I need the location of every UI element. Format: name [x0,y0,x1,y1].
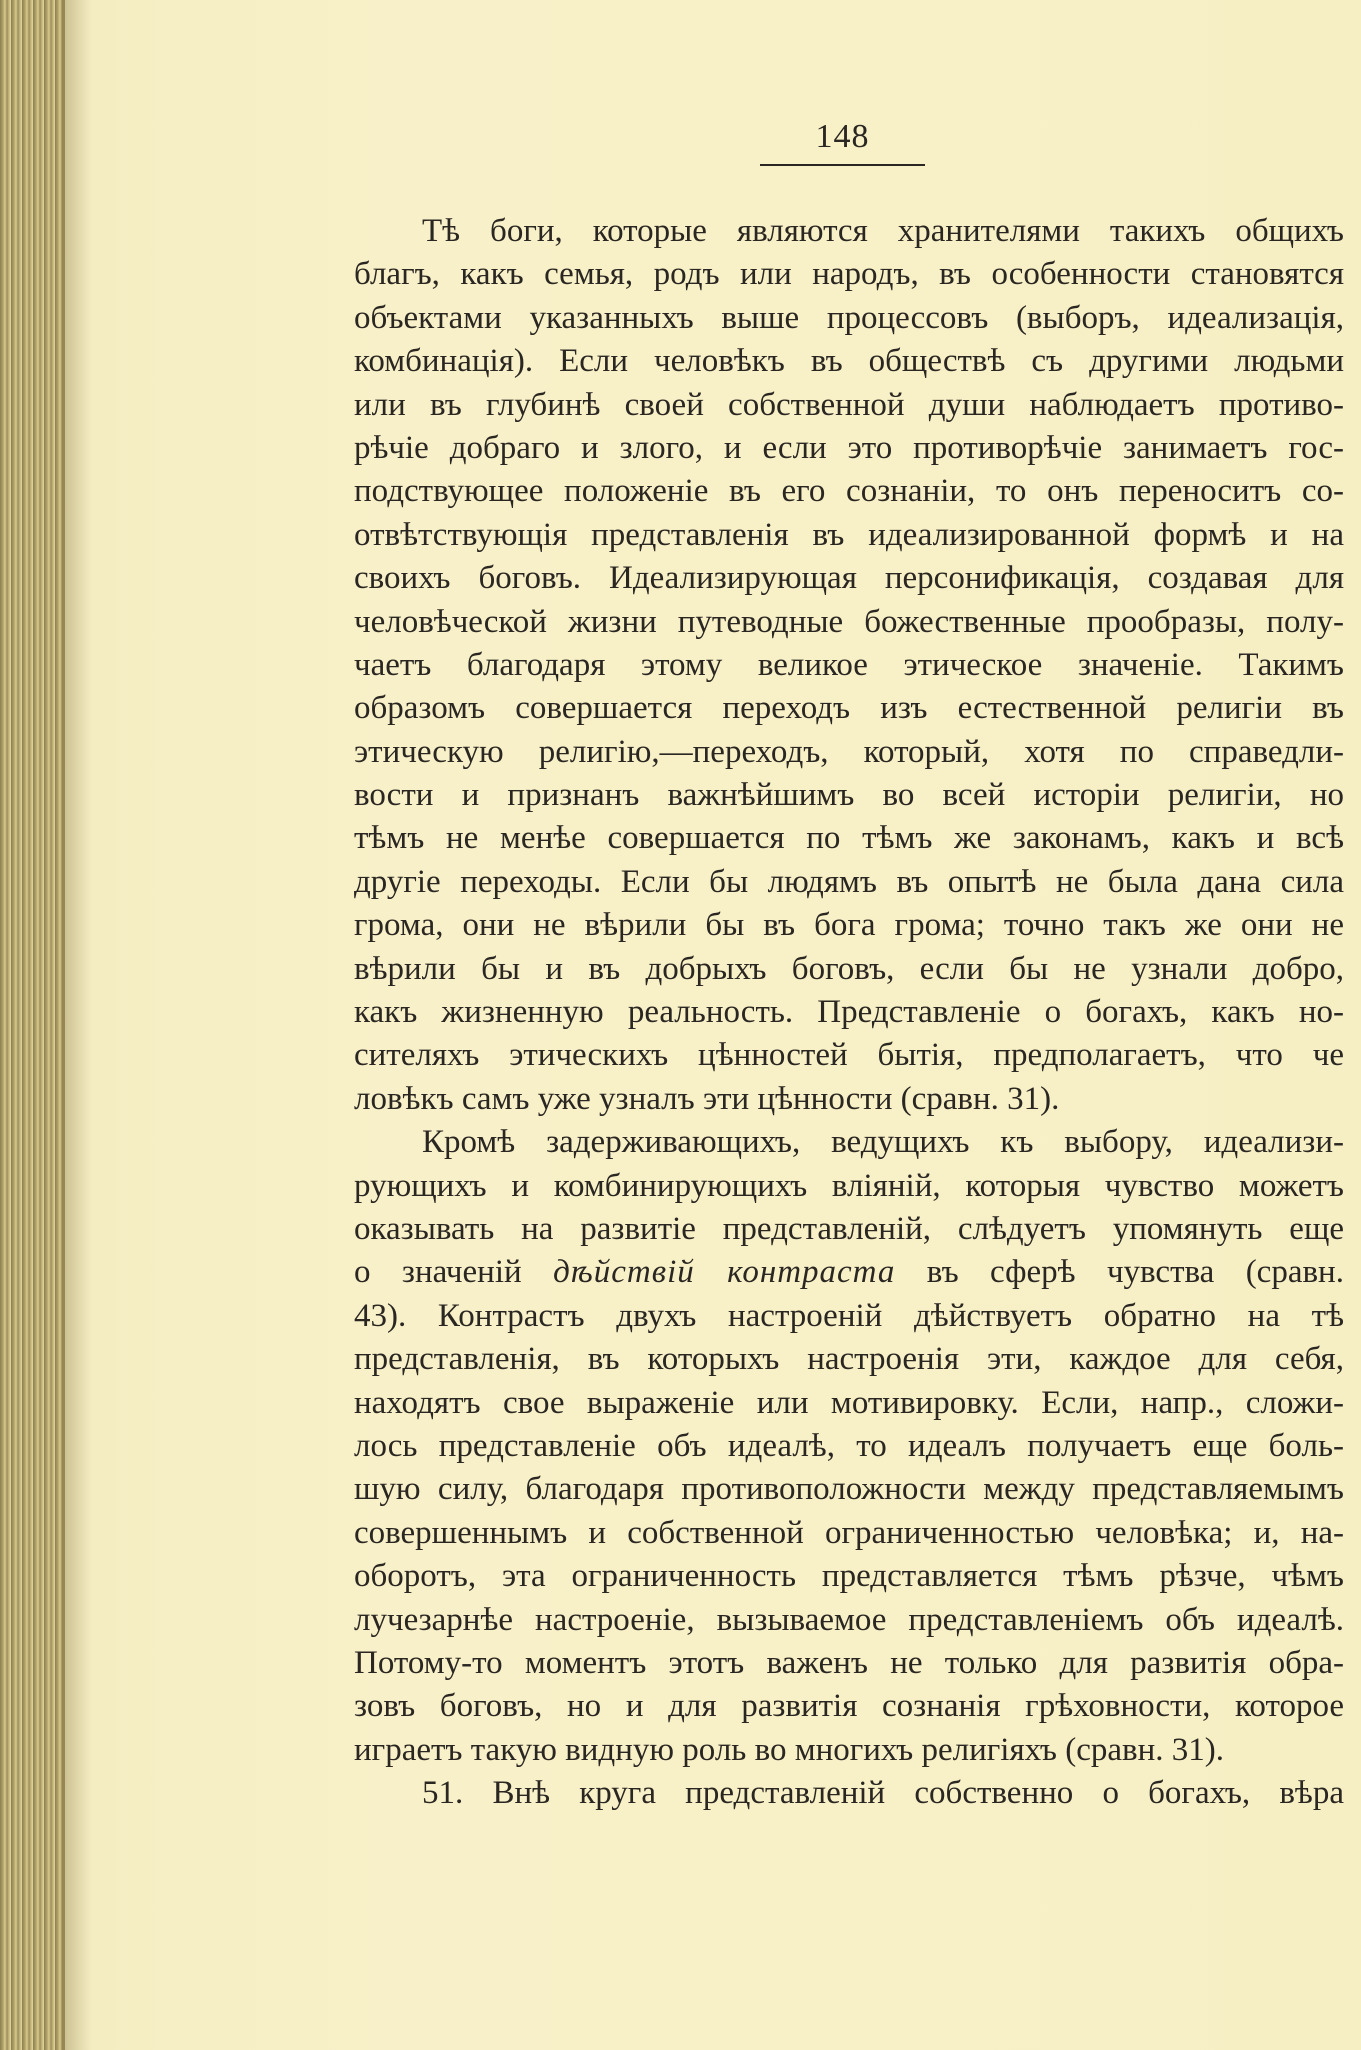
body-text [354,210,1344,1815]
emphasized-term: дѣйствій контраста [553,1254,896,1291]
gutter-shadow [62,0,92,2050]
text-line: тѣмъ не менѣе совершается по тѣмъ же законамъ, какъ и всѣ [354,820,1344,857]
text-line: Тѣ боги, которые являются хранителями такихъ общихъ [422,213,1344,249]
text-line: лось представленіе объ идеалѣ, то идеалъ получаетъ еще боль- [354,1427,1344,1464]
text-line: благъ, какъ семья, родъ или народъ, въ особенности становятся [354,256,1344,293]
text-line: играетъ такую видную роль во многихъ религіяхъ (сравн. 31). [354,1731,1224,1768]
text-line: Потому-то моментъ этотъ важенъ не только для развитія обра- [354,1644,1344,1681]
text-line: зовъ боговъ, но и для развитія сознанія грѣховности, которое [354,1688,1344,1725]
book-page-edges [0,0,65,2050]
text-line: вѣрили бы и въ добрыхъ боговъ, если бы не узнали добро, [354,950,1344,987]
text-line: грома, они не вѣрили бы въ бога грома; точно такъ же они не [354,907,1344,944]
text-line: другіе переходы. Если бы людямъ въ опытѣ не была дана сила [354,863,1344,900]
text-line: шую силу, благодаря противоположности между представляемымъ [354,1471,1344,1508]
text-line: сителяхъ этическихъ цѣнностей бытія, предполагаетъ, что че [354,1037,1344,1074]
text-line: отвѣтствующія представленія въ идеализированной формѣ и на [354,516,1344,553]
text-line: или въ глубинѣ своей собственной души наблюдаетъ противо- [354,386,1344,423]
text-line: представленія, въ которыхъ настроенія эти, каждое для себя, [354,1341,1344,1378]
page-number: 148 [815,118,870,155]
text-line: рѣчіе добраго и злого, и если это противорѣчіе занимаетъ гос- [354,429,1344,466]
text-line: человѣческой жизни путеводные божественные прообразы, полу- [354,603,1344,640]
text-line: находятъ свое выраженіе или мотивировку. Если, напр., сложи- [354,1384,1344,1421]
text-line: Кромѣ задерживающихъ, ведущихъ къ выбору, идеализи- [422,1124,1344,1161]
text-run: въ сферѣ чувства (сравн. [895,1254,1344,1291]
text-line: оказывать на развитіе представленій, слѣдуетъ упомянуть еще [354,1210,1344,1247]
text-line: совершеннымъ и собственной ограниченностью человѣка; и, на- [354,1514,1344,1551]
text-line: ловѣкъ самъ уже узналъ эти цѣнности (сравн. 31). [354,1080,1060,1117]
text-line: оборотъ, эта ограниченность представляется тѣмъ рѣзче, чѣмъ [354,1558,1344,1595]
text-line-with-emphasis [354,1251,1344,1294]
text-line: 51. Внѣ круга представленій собственно о богахъ, вѣра [422,1775,1344,1812]
text-line: объектами указанныхъ выше процессовъ (выборъ, идеализація, [354,299,1344,336]
text-line: рующихъ и комбинирующихъ вліяній, которыя чувство можетъ [354,1167,1344,1204]
text-run: о значеній [354,1254,554,1291]
text-line: лучезарнѣе настроеніе, вызываемое представленіемъ объ идеалѣ. [354,1601,1344,1638]
text-line: образомъ совершается переходъ изъ естественной религіи въ [354,690,1344,727]
text-line: этическую религію,—переходъ, который, хотя по справедли- [354,733,1344,770]
text-line: подствующее положеніе въ его сознаніи, то онъ переноситъ со- [354,473,1344,510]
text-line: комбинація). Если человѣкъ въ обществѣ съ другими людьми [354,343,1344,380]
header-rule [760,164,925,166]
text-line: 43). Контрастъ двухъ настроеній дѣйствуетъ обратно на тѣ [354,1297,1344,1334]
text-line: какъ жизненную реальность. Представленіе о богахъ, какъ но- [354,994,1344,1031]
text-line: чаетъ благодаря этому великое этическое значеніе. Такимъ [354,646,1344,683]
text-line: своихъ боговъ. Идеализирующая персонификація, создавая для [354,560,1344,597]
text-line: вости и признанъ важнѣйшимъ во всей исторіи религіи, но [354,777,1344,814]
